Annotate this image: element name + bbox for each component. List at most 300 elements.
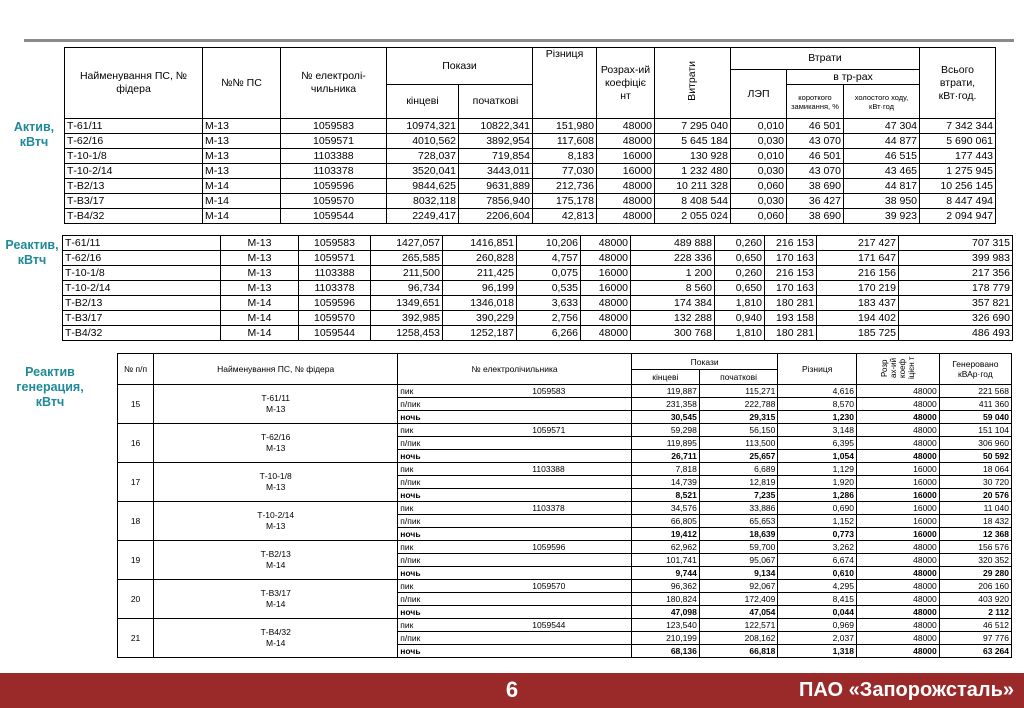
table-cell: 59,298 — [631, 424, 699, 437]
table-cell: 48000 — [856, 645, 939, 658]
table-cell: 1349,651 — [371, 296, 443, 311]
hdr3-num: № п/п — [118, 354, 154, 385]
period-label: ночь — [400, 567, 421, 578]
table-cell: 16000 — [581, 266, 631, 281]
table-cell: 0,044 — [778, 606, 857, 619]
table-cell: М-13 — [221, 281, 299, 296]
period-label: пик — [400, 424, 414, 435]
table-cell: 180 281 — [765, 326, 817, 341]
table-cell: 3443,011 — [459, 164, 533, 179]
table-cell: 357 821 — [899, 296, 1013, 311]
table-row — [63, 296, 1013, 311]
table-cell: 2 094 947 — [920, 209, 996, 224]
table-cell: 48000 — [856, 385, 939, 398]
table-row — [63, 326, 1013, 341]
meter-number: 1059544 — [532, 619, 566, 630]
table-cell: 1059583 — [299, 236, 371, 251]
table-cell: 2249,417 — [387, 209, 459, 224]
table-cell: 403 920 — [939, 593, 1011, 606]
group-number: 20 — [118, 580, 154, 619]
table-cell: М-13 — [221, 251, 299, 266]
period-label: пик — [400, 502, 414, 513]
period-meter-cell — [398, 502, 632, 515]
table-cell: 392,985 — [371, 311, 443, 326]
table-cell: 10822,341 — [459, 119, 533, 134]
table-cell: 0,060 — [731, 179, 787, 194]
table-cell: 326 690 — [899, 311, 1013, 326]
table-cell: 6,266 — [517, 326, 581, 341]
table-cell: 29,315 — [699, 411, 778, 424]
table-cell: 47 304 — [844, 119, 920, 134]
table-cell: 0,030 — [731, 194, 787, 209]
period-meter-cell — [398, 645, 632, 658]
table-row — [118, 541, 1012, 554]
table-cell: 1,286 — [778, 489, 857, 502]
table-row — [118, 502, 1012, 515]
table-cell: 0,030 — [731, 134, 787, 149]
table-cell: 48000 — [597, 209, 655, 224]
group-feeder: Т-10-1/8 — [259, 471, 292, 481]
table-cell: 38 690 — [787, 179, 844, 194]
table-cell: 30,545 — [631, 411, 699, 424]
table-cell: 174 384 — [631, 296, 715, 311]
table-cell: 217 356 — [899, 266, 1013, 281]
table-cell: 206 160 — [939, 580, 1011, 593]
period-meter-cell — [398, 541, 632, 554]
period-label: п/пик — [400, 593, 421, 604]
label-aktiv — [6, 120, 62, 150]
table-cell: 7,818 — [631, 463, 699, 476]
table-cell: 151 104 — [939, 424, 1011, 437]
table-cell: 48000 — [856, 606, 939, 619]
hdr3-meter: № електролічильника — [398, 354, 632, 385]
table-cell: 728,037 — [387, 149, 459, 164]
table-cell: М-14 — [221, 326, 299, 341]
period-meter-cell — [398, 489, 632, 502]
table-cell: 39 923 — [844, 209, 920, 224]
table-cell: 265,585 — [371, 251, 443, 266]
table-cell: 38 690 — [787, 209, 844, 224]
table-cell: 178 779 — [899, 281, 1013, 296]
table-cell: Т-10-1/8 — [65, 149, 203, 164]
table-cell: 43 465 — [844, 164, 920, 179]
period-meter-cell — [398, 632, 632, 645]
table-cell: М-14 — [203, 194, 281, 209]
group-name — [154, 541, 398, 580]
table-cell: 4,616 — [778, 385, 857, 398]
company-name: ПАО «Запорожсталь» — [799, 679, 1014, 701]
table-cell: 29 280 — [939, 567, 1011, 580]
table-cell: 222,788 — [699, 398, 778, 411]
table-cell: М-13 — [203, 119, 281, 134]
table-cell: 12,819 — [699, 476, 778, 489]
table-cell: 26,711 — [631, 450, 699, 463]
period-label: пик — [400, 619, 414, 630]
table-cell: 9844,625 — [387, 179, 459, 194]
table-cell: 0,690 — [778, 502, 857, 515]
table-cell: 130 928 — [655, 149, 731, 164]
table-cell: 208,162 — [699, 632, 778, 645]
group-ps: М-13 — [266, 443, 286, 453]
table-cell: 16000 — [856, 489, 939, 502]
group-feeder: Т-10-2/14 — [257, 510, 295, 520]
period-meter-cell — [398, 606, 632, 619]
period-meter-cell — [398, 385, 632, 398]
table-cell: 48000 — [856, 632, 939, 645]
table-cell: 2206,604 — [459, 209, 533, 224]
table-cell: 411 360 — [939, 398, 1011, 411]
table-cell: 1,230 — [778, 411, 857, 424]
meter-number: 1059596 — [532, 541, 566, 552]
table-cell: 48000 — [581, 326, 631, 341]
table-cell: 3892,954 — [459, 134, 533, 149]
hdr3-name: Найменування ПС, № фідера — [154, 354, 398, 385]
reaktiv-gen-table — [117, 353, 1012, 658]
table-cell: 10 211 328 — [655, 179, 731, 194]
period-meter-cell — [398, 476, 632, 489]
table-cell: 216 153 — [765, 266, 817, 281]
table-cell: Т-В2/13 — [65, 179, 203, 194]
table-cell: 59 040 — [939, 411, 1011, 424]
hdr3-gen: Генеровано кВАр·год — [939, 354, 1011, 385]
table-cell: 4,757 — [517, 251, 581, 266]
table-cell: 66,818 — [699, 645, 778, 658]
table-cell: 14,739 — [631, 476, 699, 489]
table-row — [118, 580, 1012, 593]
table-cell: 1103378 — [299, 281, 371, 296]
table-cell: 42,813 — [533, 209, 597, 224]
table-cell: Т-В4/32 — [63, 326, 221, 341]
period-label: п/пик — [400, 632, 421, 643]
hdr-ps: №№ ПС — [203, 48, 281, 119]
table-cell: 0,969 — [778, 619, 857, 632]
table-cell: 0,773 — [778, 528, 857, 541]
table-cell: 3,148 — [778, 424, 857, 437]
table-row — [63, 281, 1013, 296]
hdr-pokazy: Покази — [387, 48, 533, 85]
table-cell: 221 568 — [939, 385, 1011, 398]
table-cell: 59,700 — [699, 541, 778, 554]
table-cell: 46 512 — [939, 619, 1011, 632]
table-cell: 63 264 — [939, 645, 1011, 658]
hdr3-riznytsia: Різниця — [778, 354, 857, 385]
table-cell: 16000 — [597, 164, 655, 179]
hdr-pochatkovi: початкові — [459, 85, 533, 119]
table-cell: 48000 — [856, 619, 939, 632]
table-cell: 10 256 145 — [920, 179, 996, 194]
table-cell: 0,650 — [715, 251, 765, 266]
table-cell: 228 336 — [631, 251, 715, 266]
table-cell: Т-61/11 — [65, 119, 203, 134]
table-cell: 1103388 — [281, 149, 387, 164]
table-cell: 16000 — [856, 528, 939, 541]
label-reaktiv — [0, 238, 64, 268]
table-cell: 8,570 — [778, 398, 857, 411]
table-cell: Т-В4/32 — [65, 209, 203, 224]
table-cell: 0,010 — [731, 149, 787, 164]
table-cell: 212,736 — [533, 179, 597, 194]
table-cell: 486 493 — [899, 326, 1013, 341]
table-cell: 183 437 — [817, 296, 899, 311]
table-cell: 231,358 — [631, 398, 699, 411]
table-cell: 2 055 024 — [655, 209, 731, 224]
table-cell: 48000 — [597, 119, 655, 134]
table-cell: 132 288 — [631, 311, 715, 326]
table-cell: 1 232 480 — [655, 164, 731, 179]
table-cell: 16000 — [856, 463, 939, 476]
table-cell: 47,098 — [631, 606, 699, 619]
table-cell: М-14 — [221, 311, 299, 326]
period-label: п/пик — [400, 515, 421, 526]
group-name — [154, 580, 398, 619]
table-cell: 194 402 — [817, 311, 899, 326]
hdr-v-tr: в тр-рах — [787, 70, 920, 85]
table-cell: Т-В3/17 — [63, 311, 221, 326]
table-cell: 719,854 — [459, 149, 533, 164]
group-number: 18 — [118, 502, 154, 541]
table-cell: 1,152 — [778, 515, 857, 528]
table-row — [118, 385, 1012, 398]
hdr3-kintsevi: кінцеві — [631, 370, 699, 385]
table-cell: М-13 — [221, 266, 299, 281]
table-cell: 44 817 — [844, 179, 920, 194]
period-label: ночь — [400, 528, 421, 539]
table-cell: 156 576 — [939, 541, 1011, 554]
table-cell: 96,362 — [631, 580, 699, 593]
table-cell: 119,887 — [631, 385, 699, 398]
hdr3-koef — [856, 354, 939, 385]
table-cell: 1059544 — [281, 209, 387, 224]
table-cell: 306 960 — [939, 437, 1011, 450]
period-label: ночь — [400, 606, 421, 617]
meter-number: 1103388 — [532, 463, 565, 474]
table-cell: Т-61/11 — [63, 236, 221, 251]
table-cell: 115,271 — [699, 385, 778, 398]
table-cell: Т-10-2/14 — [63, 281, 221, 296]
table-cell: 1,810 — [715, 326, 765, 341]
table-cell: 123,540 — [631, 619, 699, 632]
group-ps: М-14 — [266, 599, 286, 609]
table-cell: 1252,187 — [443, 326, 517, 341]
table-cell: 18,639 — [699, 528, 778, 541]
table-row — [65, 134, 996, 149]
group-ps: М-13 — [266, 404, 286, 414]
period-meter-cell — [398, 619, 632, 632]
table-cell: 489 888 — [631, 236, 715, 251]
table-cell: 8,415 — [778, 593, 857, 606]
table-cell: 46 501 — [787, 149, 844, 164]
table-cell: М-13 — [203, 164, 281, 179]
group-number: 15 — [118, 385, 154, 424]
table-cell: 30 720 — [939, 476, 1011, 489]
table-cell: 170 219 — [817, 281, 899, 296]
hdr-vtraty: Втрати — [731, 48, 920, 70]
hdr-kholostoho: холостого ходу, кВт·год — [844, 85, 920, 119]
table-cell: 390,229 — [443, 311, 517, 326]
table-cell: 170 163 — [765, 281, 817, 296]
table-cell: 2,756 — [517, 311, 581, 326]
table-cell: 16000 — [597, 149, 655, 164]
table-cell: 3520,041 — [387, 164, 459, 179]
table-cell: 48000 — [856, 593, 939, 606]
period-meter-cell — [398, 463, 632, 476]
table-cell: Т-10-1/8 — [63, 266, 221, 281]
table-cell: 48000 — [856, 567, 939, 580]
table-row — [63, 266, 1013, 281]
table-cell: 46 515 — [844, 149, 920, 164]
table-row — [65, 194, 996, 209]
table-cell: 46 501 — [787, 119, 844, 134]
hdr3-pokazy: Покази — [631, 354, 778, 370]
hdr-korotkoho: короткого замикання, % — [787, 85, 844, 119]
group-name — [154, 463, 398, 502]
table-cell: 0,030 — [731, 164, 787, 179]
period-label: п/пик — [400, 476, 421, 487]
group-name — [154, 424, 398, 463]
table-cell: 1059571 — [299, 251, 371, 266]
table-cell: М-14 — [221, 296, 299, 311]
table-cell: 1 200 — [631, 266, 715, 281]
table-cell: 0,650 — [715, 281, 765, 296]
table-cell: 1103388 — [299, 266, 371, 281]
table-cell: 101,741 — [631, 554, 699, 567]
table-cell: 117,608 — [533, 134, 597, 149]
group-ps: М-14 — [266, 560, 286, 570]
table-cell: 3,633 — [517, 296, 581, 311]
group-number: 19 — [118, 541, 154, 580]
table-cell: 2 112 — [939, 606, 1011, 619]
table-cell: 44 877 — [844, 134, 920, 149]
table-cell: 1,054 — [778, 450, 857, 463]
table-cell: 300 768 — [631, 326, 715, 341]
table-cell: 180 281 — [765, 296, 817, 311]
hdr-koef: Розрах-ий коефіціє нт — [597, 48, 655, 119]
hdr-vytraty — [655, 48, 731, 119]
table-cell: 16000 — [856, 502, 939, 515]
table-cell: 56,150 — [699, 424, 778, 437]
table-cell: 1,810 — [715, 296, 765, 311]
table-cell: 119,895 — [631, 437, 699, 450]
period-meter-cell — [398, 424, 632, 437]
hdr-riznytsia: Різниця — [533, 48, 597, 119]
table-cell: 48000 — [856, 541, 939, 554]
table-row — [118, 619, 1012, 632]
table-cell: М-13 — [203, 134, 281, 149]
table-cell: 8 447 494 — [920, 194, 996, 209]
table-row — [118, 463, 1012, 476]
table-cell: 211,425 — [443, 266, 517, 281]
table-cell: 8,521 — [631, 489, 699, 502]
table-cell: 7 295 040 — [655, 119, 731, 134]
table-cell: 36 427 — [787, 194, 844, 209]
table-cell: 48000 — [856, 437, 939, 450]
top-divider — [24, 39, 1014, 42]
group-ps: М-14 — [266, 638, 286, 648]
table-row — [118, 424, 1012, 437]
table-cell: 18 064 — [939, 463, 1011, 476]
table-cell: 48000 — [856, 554, 939, 567]
label-aktiv-text: Актив, кВтч — [13, 120, 55, 149]
period-meter-cell — [398, 437, 632, 450]
period-meter-cell — [398, 567, 632, 580]
period-label: ночь — [400, 450, 421, 461]
table-cell: 399 983 — [899, 251, 1013, 266]
label-reaktiv-gen — [6, 365, 94, 410]
table-cell: М-14 — [203, 179, 281, 194]
table-cell: 0,075 — [517, 266, 581, 281]
period-label: ночь — [400, 489, 421, 500]
table-cell: 177 443 — [920, 149, 996, 164]
table-cell: 38 950 — [844, 194, 920, 209]
table-cell: 4,295 — [778, 580, 857, 593]
period-label: ночь — [400, 645, 421, 656]
table-cell: 48000 — [597, 179, 655, 194]
period-meter-cell — [398, 515, 632, 528]
group-number: 17 — [118, 463, 154, 502]
table-cell: 260,828 — [443, 251, 517, 266]
group-feeder: Т-61/11 — [261, 393, 291, 403]
table-row — [65, 179, 996, 194]
group-name — [154, 502, 398, 541]
footer-bar — [0, 673, 1024, 708]
table-cell: 171 647 — [817, 251, 899, 266]
table-cell: 48000 — [856, 580, 939, 593]
page-number: 6 — [505, 677, 519, 702]
table-cell: 320 352 — [939, 554, 1011, 567]
table-cell: 1059571 — [281, 134, 387, 149]
period-label: п/пик — [400, 437, 421, 448]
meter-number: 1059583 — [532, 385, 566, 396]
table-cell: 48000 — [581, 311, 631, 326]
table-cell: М-13 — [221, 236, 299, 251]
table-cell: 9,744 — [631, 567, 699, 580]
table-cell: 0,260 — [715, 266, 765, 281]
table-cell: 48000 — [856, 411, 939, 424]
hdr-name: Найменування ПС, № фідера — [65, 48, 203, 119]
table-cell: 11 040 — [939, 502, 1011, 515]
table-cell: 16000 — [856, 476, 939, 489]
label-reaktiv-gen-text: Реактив генерация, кВтч — [16, 365, 84, 409]
table-cell: 7,235 — [699, 489, 778, 502]
period-label: ночь — [400, 411, 421, 422]
table-cell: 122,571 — [699, 619, 778, 632]
table-cell: 92,067 — [699, 580, 778, 593]
table-cell: 6,674 — [778, 554, 857, 567]
period-label: пик — [400, 463, 414, 474]
table-cell: 216 156 — [817, 266, 899, 281]
table-cell: 193 158 — [765, 311, 817, 326]
table-cell: 0,260 — [715, 236, 765, 251]
group-feeder: Т-В4/32 — [260, 627, 291, 637]
period-label: пик — [400, 541, 414, 552]
table-cell: 12 368 — [939, 528, 1011, 541]
table-cell: 7 342 344 — [920, 119, 996, 134]
group-name — [154, 385, 398, 424]
table-cell: 1059583 — [281, 119, 387, 134]
table-cell: 48000 — [581, 296, 631, 311]
meter-number: 1059570 — [532, 580, 566, 591]
table-cell: 48000 — [856, 450, 939, 463]
table-cell: 10974,321 — [387, 119, 459, 134]
hdr-meter: № електролі-чильника — [281, 48, 387, 119]
table-cell: 216 153 — [765, 236, 817, 251]
table-row — [63, 311, 1013, 326]
table-cell: 8,183 — [533, 149, 597, 164]
meter-number: 1059571 — [532, 424, 566, 435]
table-cell: 1103378 — [281, 164, 387, 179]
table-cell: 180,824 — [631, 593, 699, 606]
meter-number: 1103378 — [532, 502, 565, 513]
